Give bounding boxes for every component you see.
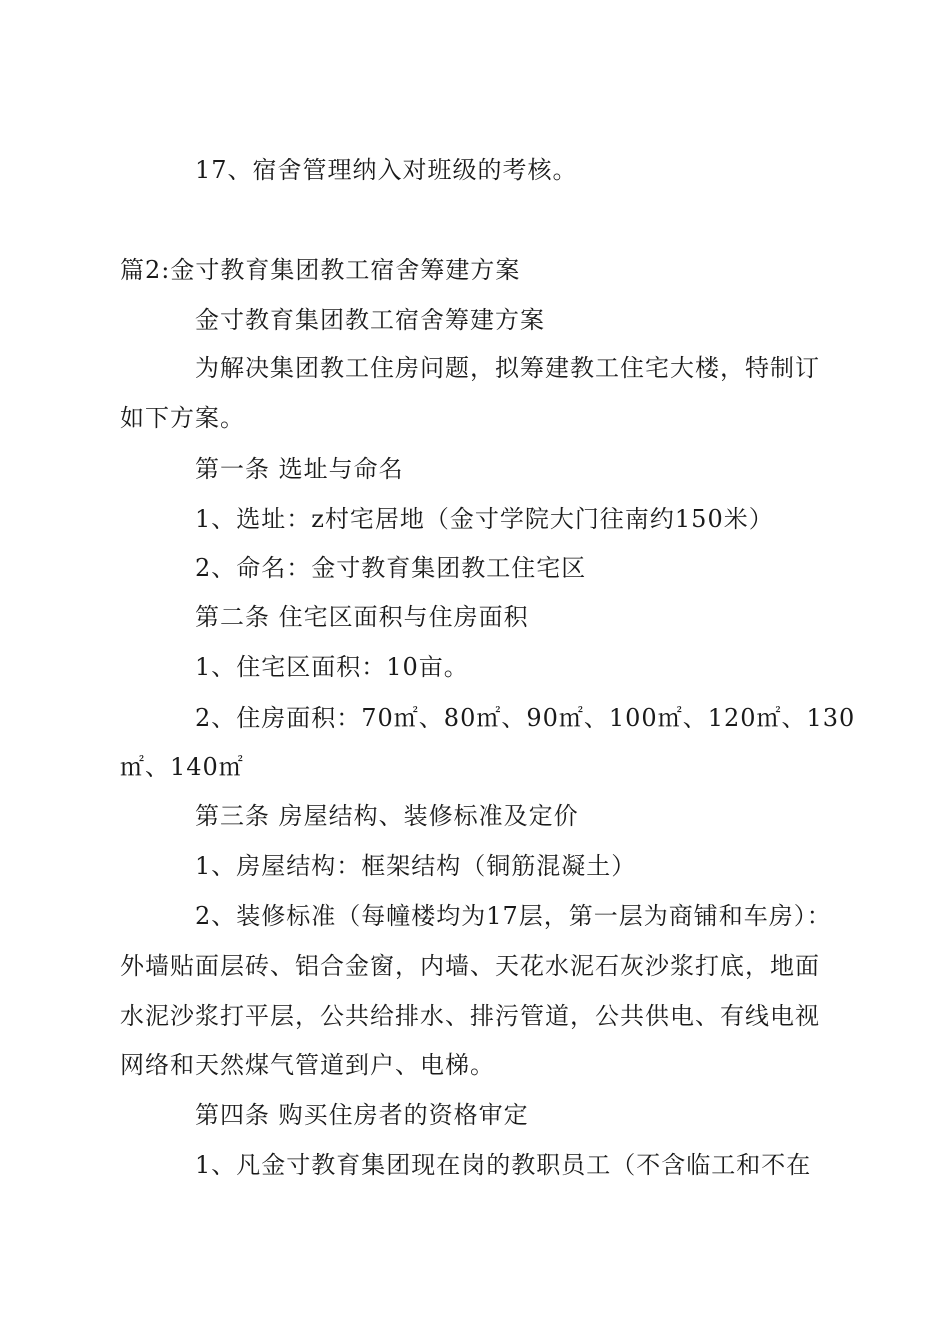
article-3-item-2-line-4: 网络和天然煤气管道到户、电梯。 bbox=[120, 1051, 495, 1079]
article-2-item-1: 1、住宅区面积：10亩。 bbox=[195, 653, 469, 681]
intro-paragraph-line-2: 如下方案。 bbox=[120, 404, 245, 432]
section-heading: 篇2:金寸教育集团教工宿舍筹建方案 bbox=[120, 256, 521, 284]
article-1-heading: 第一条 选址与命名 bbox=[195, 455, 404, 483]
article-3-heading: 第三条 房屋结构、装修标准及定价 bbox=[195, 802, 579, 830]
intro-paragraph-line-1: 为解决集团教工住房问题，拟筹建教工住宅大楼，特制订 bbox=[195, 354, 820, 382]
article-1-item-1: 1、选址：z村宅居地（金寸学院大门往南约150米） bbox=[195, 505, 774, 533]
article-2-item-2-line-1: 2、住房面积：70㎡、80㎡、90㎡、100㎡、120㎡、130 bbox=[195, 704, 856, 732]
document-title: 金寸教育集团教工宿舍筹建方案 bbox=[195, 306, 545, 334]
article-2-heading: 第二条 住宅区面积与住房面积 bbox=[195, 603, 529, 631]
article-2-item-2-line-2: ㎡、140㎡ bbox=[120, 753, 244, 781]
article-3-item-2-line-2: 外墙贴面层砖、铝合金窗，内墙、天花水泥石灰沙浆打底，地面 bbox=[120, 952, 820, 980]
rule-17-line: 17、宿舍管理纳入对班级的考核。 bbox=[195, 156, 578, 184]
article-4-item-1: 1、凡金寸教育集团现在岗的教职员工（不含临工和不在 bbox=[195, 1151, 812, 1179]
article-4-heading: 第四条 购买住房者的资格审定 bbox=[195, 1101, 529, 1129]
article-1-item-2: 2、命名：金寸教育集团教工住宅区 bbox=[195, 554, 587, 582]
article-3-item-2-line-3: 水泥沙浆打平层，公共给排水、排污管道，公共供电、有线电视 bbox=[120, 1002, 820, 1030]
article-3-item-2-line-1: 2、装修标准（每幢楼均为17层，第一层为商铺和车房）： bbox=[195, 902, 832, 930]
article-3-item-1: 1、房屋结构：框架结构（铜筋混凝土） bbox=[195, 852, 637, 880]
